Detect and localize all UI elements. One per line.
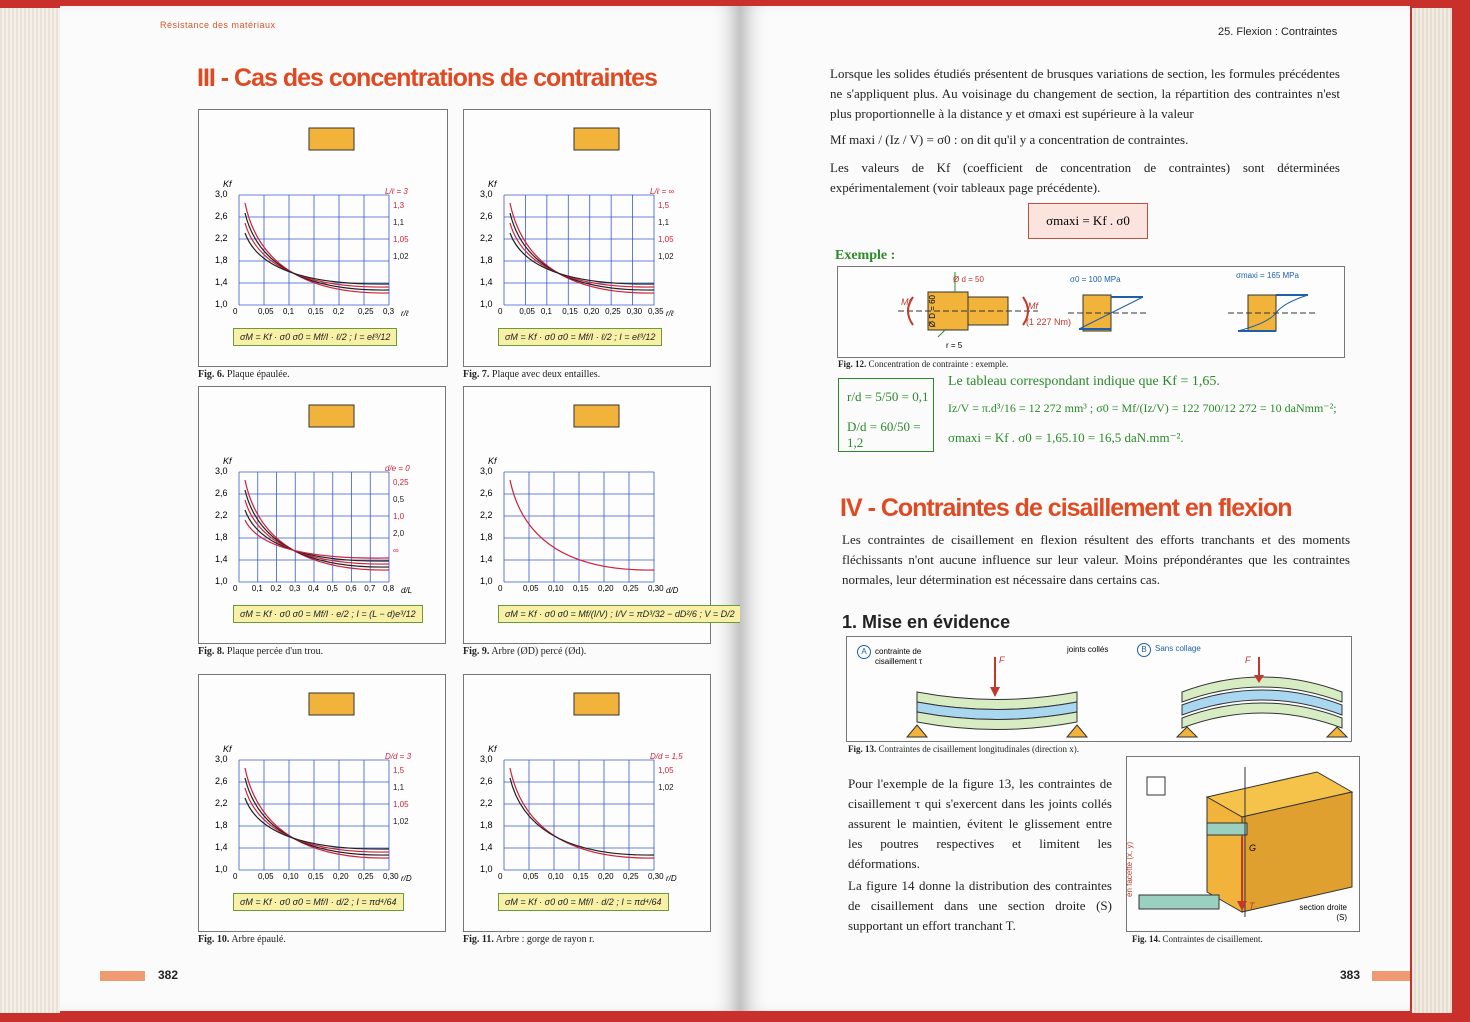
fig7-x-tick: 0,30 <box>626 307 643 316</box>
fig8-param: d/e = 0 <box>385 464 410 473</box>
page-number-right: 383 <box>1340 968 1361 982</box>
fig13-caption-text: Contraintes de cisaillement longitudinales (direction x). <box>878 744 1079 754</box>
fig11-y-tick: 2,2 <box>480 798 493 808</box>
fig11-y-tick: 1,0 <box>480 864 493 874</box>
fig12-caption-text: Concentration de contrainte : exemple. <box>868 359 1009 369</box>
fig14-box <box>1126 756 1360 932</box>
fig6-y-tick: 1,0 <box>215 299 228 309</box>
fig9-x-tick: 0,15 <box>573 584 589 593</box>
fig7-curve-label: 1,1 <box>658 218 670 227</box>
section-title-iii: III - Cas des concentrations de contraintes <box>197 64 657 92</box>
fig10-y-tick: 2,2 <box>215 798 228 808</box>
fig7-y-tick: 1,8 <box>480 255 493 265</box>
fig8-caption-num: Fig. 8. <box>198 646 225 657</box>
fig8-curve-label: 0,25 <box>393 478 409 487</box>
fig11-x-tick: 0,05 <box>523 872 539 881</box>
fig11-y-tick: 2,6 <box>480 776 493 786</box>
fig8-y-label: Kf <box>223 456 232 466</box>
fig8-y-tick: 1,0 <box>215 576 228 586</box>
fig6-y-tick: 2,2 <box>215 233 228 243</box>
fig9-caption <box>463 646 586 657</box>
fig11-y-tick: 3,0 <box>480 754 493 764</box>
fig7-y-label: Kf <box>488 179 497 189</box>
fig6-curve <box>245 223 389 287</box>
fig7-x-label: r/ℓ <box>666 309 674 318</box>
fig11-x-tick: 0,10 <box>548 872 564 881</box>
fig6-part <box>309 128 354 150</box>
fig11-y-tick: 1,8 <box>480 820 493 830</box>
fig8-y-tick: 1,8 <box>215 532 228 542</box>
fig8-part <box>309 405 354 427</box>
fig6-formula: σM = Kf · σ0 σ0 = Mf/I · ℓ/2 ; I = eℓ³/12 <box>233 328 397 346</box>
fig14-facette: en facette (x, y) <box>1125 841 1134 897</box>
fig8-y-tick: 2,6 <box>215 488 228 498</box>
fig10-curve <box>245 788 389 852</box>
fig10-curve-label: 1,05 <box>393 800 409 809</box>
fig6-curve <box>245 233 389 284</box>
fig7-x-tick: 0 <box>498 307 503 316</box>
boxed-formula: σmaxi = Kf . σ0 <box>1028 203 1148 239</box>
fig10-x-tick: 0 <box>233 872 238 881</box>
fig12-caption <box>838 359 1008 369</box>
fig8-curve-label: 1,0 <box>393 512 405 521</box>
fig8-x-tick: 0,8 <box>383 584 395 593</box>
fig12-mf-left: Mf <box>901 297 911 307</box>
fig7-box <box>463 109 711 367</box>
fig9-part <box>574 405 619 427</box>
fig6-x-tick: 0,2 <box>333 307 345 316</box>
fig7-y-tick: 2,2 <box>480 233 493 243</box>
example-line-2: Iz/V = π.d³/16 = 12 272 mm³ ; σ0 = Mf/(Iz/V) = 122 700/12 272 = 10 daNmm⁻²; <box>948 401 1337 415</box>
ratio-r-d: r/d = 5/50 = 0,1 <box>847 389 929 404</box>
fig7-x-tick: 0,25 <box>605 307 621 316</box>
fig11-x-tick: 0,30 <box>648 872 664 881</box>
fig6-curve-label: 1,05 <box>393 235 409 244</box>
page-edges-left <box>0 8 60 1013</box>
fig8-caption <box>198 646 323 657</box>
running-head-left: Résistance des matériaux <box>160 20 276 30</box>
fig9-x-tick: 0 <box>498 584 503 593</box>
fig10-part <box>309 693 354 715</box>
fig10-x-tick: 0,20 <box>333 872 349 881</box>
fig6-x-tick: 0,1 <box>283 307 295 316</box>
fig8-x-tick: 0,6 <box>345 584 357 593</box>
fig8-curve <box>245 510 389 561</box>
fig10-caption-text: Arbre épaulé. <box>229 934 286 945</box>
fig13-force-a: F <box>999 655 1005 665</box>
fig12-r-label: r = 5 <box>946 341 963 350</box>
right-page <box>740 6 1410 1011</box>
fig11-part <box>574 693 619 715</box>
fig11-curve-label: 1,05 <box>658 766 674 775</box>
fig11-x-tick: 0 <box>498 872 503 881</box>
fig9-y-tick: 2,2 <box>480 510 493 520</box>
intro-formula: Mf maxi / (Iz / V) = σ0 : on dit qu'il y a concentration de contraintes. <box>830 132 1189 147</box>
page-bar-right <box>1372 971 1410 981</box>
fig7-part <box>574 128 619 150</box>
fig7-x-tick: 0,1 <box>540 307 552 316</box>
fig12-mf-right: Mf <box>1028 301 1038 311</box>
fig7-param: L/ℓ = ∞ <box>650 187 675 196</box>
fig11-y-tick: 1,4 <box>480 842 493 852</box>
fig10-curve-label: 1,02 <box>393 817 409 826</box>
fig8-formula: σM = Kf · σ0 σ0 = Mf/I · e/2 ; I = (L − d)e³/12 <box>233 605 423 623</box>
fig11-param: D/d = 1,5 <box>650 752 683 761</box>
section-iv-paragraph: Les contraintes de cisaillement en flexion résultent des efforts tranchants et des moments fléchissants n'ont aucune influence sur leur valeur. Moins prépondérantes que les contraintes normales, leur détermination est nécessaire dans certains cas. <box>842 532 1350 587</box>
fig13-b-letter: B <box>1137 643 1151 657</box>
fig8-x-tick: 0,2 <box>270 584 282 593</box>
ratio-D-d: D/d = 60/50 = 1,2 <box>847 419 921 450</box>
fig10-caption-num: Fig. 10. <box>198 934 230 945</box>
example-line-3: σmaxi = Kf . σ0 = 1,65.10 = 16,5 daN.mm⁻². <box>948 430 1184 445</box>
fig8-curve <box>245 520 389 558</box>
fig8-y-tick: 1,4 <box>215 554 228 564</box>
fig6-y-label: Kf <box>223 179 232 189</box>
fig12-box <box>837 266 1345 358</box>
page-edges-right <box>1412 8 1452 1013</box>
fig8-x-tick: 0,3 <box>289 584 301 593</box>
fig11-curve <box>510 768 654 858</box>
fig11-caption <box>463 934 594 945</box>
fig13-box <box>846 636 1352 742</box>
fig10-x-tick: 0,10 <box>283 872 299 881</box>
fig13-joints: joints collés <box>1067 645 1109 654</box>
fig6-y-tick: 2,6 <box>215 211 228 221</box>
fig13-paragraph: Pour l'exemple de la figure 13, les contraintes de cisaillement τ qui s'exercent dans les joints collés assurent le maintien, évitent le glissement entre les poutres respectives et limitent les déformations. <box>848 776 1112 871</box>
section-title-iv: IV - Contraintes de cisaillement en flexion <box>840 494 1292 522</box>
example-line-1: Le tableau correspondant indique que Kf = 1,65. <box>948 374 1220 389</box>
fig7-curve-label: 1,5 <box>658 201 670 210</box>
fig9-x-tick: 0,30 <box>648 584 664 593</box>
fig10-y-tick: 1,0 <box>215 864 228 874</box>
fig11-curve-label: 1,02 <box>658 783 674 792</box>
fig10-curve-label: 1,1 <box>393 783 405 792</box>
intro-paragraph: Lorsque les solides étudiés présentent de brusques variations de section, les formules précédentes ne s'appliquent plus. Au voisinage du changement de section, la répartition des contraintes n'est plus proportionnelle à la distance y et σmaxi est supérieure à la valeur <box>830 66 1340 121</box>
fig13-a-label: contrainte de cisaillement τ <box>875 647 923 666</box>
fig7-y-tick: 1,4 <box>480 277 493 287</box>
fig11-x-tick: 0,20 <box>598 872 614 881</box>
fig9-y-label: Kf <box>488 456 497 466</box>
fig14-caption-num: Fig. 14. <box>1132 934 1161 944</box>
fig11-caption-text: Arbre : gorge de rayon r. <box>493 934 595 945</box>
fig6-caption <box>198 369 290 380</box>
fig14-section: section droite (S) <box>1299 903 1347 922</box>
fig11-x-tick: 0,15 <box>573 872 589 881</box>
fig10-x-tick: 0,30 <box>383 872 399 881</box>
fig10-curve <box>245 798 389 849</box>
fig12-moment: (1 227 Nm) <box>1026 317 1072 327</box>
fig10-x-tick: 0,05 <box>258 872 274 881</box>
fig11-y-label: Kf <box>488 744 497 754</box>
fig6-param: L/ℓ = 3 <box>385 187 408 196</box>
fig6-x-tick: 0,3 <box>383 307 395 316</box>
fig7-x-tick: 0,20 <box>583 307 600 316</box>
fig6-x-tick: 0 <box>233 307 238 316</box>
fig13-b-label: Sans collage <box>1155 644 1201 653</box>
fig7-x-tick: 0,05 <box>519 307 535 316</box>
fig11-formula: σM = Kf · σ0 σ0 = Mf/I · d/2 ; I = πd⁴/64 <box>498 893 669 911</box>
fig9-y-tick: 3,0 <box>480 466 493 476</box>
fig9-x-tick: 0,05 <box>523 584 539 593</box>
fig13-caption-num: Fig. 13. <box>848 744 877 754</box>
fig7-x-tick: 0,35 <box>648 307 664 316</box>
fig8-x-tick: 0,1 <box>251 584 263 593</box>
fig6-box <box>198 109 448 367</box>
fig7-y-tick: 3,0 <box>480 189 493 199</box>
example-ratio-box <box>838 378 934 452</box>
fig9-y-tick: 2,6 <box>480 488 493 498</box>
fig13-caption <box>848 744 1079 754</box>
fig9-box <box>463 386 735 644</box>
fig8-curve-label: 2,0 <box>393 529 405 538</box>
fig10-param: D/d = 3 <box>385 752 412 761</box>
page-number-left: 382 <box>158 968 179 982</box>
fig6-y-tick: 1,8 <box>215 255 228 265</box>
fig6-curve-label: 1,02 <box>393 252 409 261</box>
fig12-sigmamax: σmaxi = 165 MPa <box>1236 271 1299 280</box>
fig10-x-label: r/D <box>401 874 412 883</box>
fig14-paragraph: La figure 14 donne la distribution des contraintes de cisaillement dans une section droite (S) supportant un effort tranchant T. <box>848 878 1112 933</box>
fig7-y-tick: 2,6 <box>480 211 493 221</box>
fig14-caption-text: Contraintes de cisaillement. <box>1162 934 1263 944</box>
fig6-curve-label: 1,3 <box>393 201 405 210</box>
fig9-y-tick: 1,8 <box>480 532 493 542</box>
fig6-curve-label: 1,1 <box>393 218 405 227</box>
fig13-a-letter: A <box>857 645 871 659</box>
kf-paragraph: Les valeurs de Kf (coefficient de concentration de contraintes) sont déterminées expérimentalement (voir tableaux page précédente). <box>830 160 1340 195</box>
page-bar-left <box>100 971 145 981</box>
fig10-formula: σM = Kf · σ0 σ0 = Mf/I · d/2 ; I = πd⁴/64 <box>233 893 404 911</box>
fig12-d-label: Ø d = 50 <box>953 275 984 284</box>
fig10-x-tick: 0,25 <box>358 872 374 881</box>
fig14-t: T <box>1249 901 1255 911</box>
fig7-curve-label: 1,05 <box>658 235 674 244</box>
fig6-x-label: r/ℓ <box>401 309 409 318</box>
fig8-y-tick: 2,2 <box>215 510 228 520</box>
fig7-y-tick: 1,0 <box>480 299 493 309</box>
fig6-caption-text: Plaque épaulée. <box>224 369 290 380</box>
fig10-x-tick: 0,15 <box>308 872 324 881</box>
fig14-g: G <box>1249 843 1257 853</box>
fig8-y-tick: 3,0 <box>215 466 228 476</box>
fig14-caption <box>1132 934 1263 944</box>
fig8-x-tick: 0 <box>233 584 238 593</box>
fig7-x-tick: 0,15 <box>562 307 578 316</box>
fig10-caption <box>198 934 286 945</box>
fig7-caption-text: Plaque avec deux entailles. <box>489 369 601 380</box>
fig10-y-label: Kf <box>223 744 232 754</box>
fig7-caption <box>463 369 600 380</box>
fig10-curve-label: 1,5 <box>393 766 405 775</box>
fig7-caption-num: Fig. 7. <box>463 369 490 380</box>
fig12-caption-num: Fig. 12. <box>838 359 867 369</box>
fig8-caption-text: Plaque percée d'un trou. <box>224 646 324 657</box>
fig8-x-tick: 0,5 <box>326 584 338 593</box>
fig13-force-b: F <box>1245 655 1251 665</box>
fig9-caption-num: Fig. 9. <box>463 646 490 657</box>
fig10-y-tick: 1,8 <box>215 820 228 830</box>
fig8-x-tick: 0,7 <box>364 584 376 593</box>
fig9-x-tick: 0,20 <box>598 584 614 593</box>
fig11-caption-num: Fig. 11. <box>463 934 494 945</box>
fig10-y-tick: 3,0 <box>215 754 228 764</box>
fig8-box <box>198 386 446 644</box>
fig10-box <box>198 674 446 932</box>
example-heading: Exemple : <box>835 248 896 263</box>
fig8-x-tick: 0,4 <box>308 584 320 593</box>
fig9-x-tick: 0,10 <box>548 584 564 593</box>
fig6-y-tick: 1,4 <box>215 277 228 287</box>
subsection-title: 1. Mise en évidence <box>842 612 1011 632</box>
fig6-caption-num: Fig. 6. <box>198 369 225 380</box>
fig8-x-label: d/L <box>401 586 413 595</box>
fig9-curve <box>510 480 654 570</box>
fig12-sigma0: σ0 = 100 MPa <box>1070 275 1121 284</box>
left-page <box>60 6 740 1011</box>
fig11-box <box>463 674 711 932</box>
fig6-x-tick: 0,25 <box>358 307 374 316</box>
fig10-y-tick: 1,4 <box>215 842 228 852</box>
fig9-formula: σM = Kf · σ0 σ0 = Mf/(I/V) ; I/V = πD³/32 − dD²/6 ; V = D/2 <box>498 605 742 623</box>
fig9-y-tick: 1,4 <box>480 554 493 564</box>
fig6-x-tick: 0,05 <box>258 307 274 316</box>
fig7-formula: σM = Kf · σ0 σ0 = Mf/I · ℓ/2 ; I = eℓ³/12 <box>498 328 662 346</box>
fig11-x-tick: 0,25 <box>623 872 639 881</box>
fig6-x-tick: 0,15 <box>308 307 324 316</box>
fig6-y-tick: 3,0 <box>215 189 228 199</box>
fig9-x-tick: 0,25 <box>623 584 639 593</box>
fig11-x-label: r/D <box>666 874 677 883</box>
fig8-curve-label: 0,5 <box>393 495 405 504</box>
fig12-D-label: Ø D = 60 <box>928 295 937 328</box>
fig9-y-tick: 1,0 <box>480 576 493 586</box>
fig9-caption-text: Arbre (ØD) percé (Ød). <box>489 646 587 657</box>
running-head-right: 25. Flexion : Contraintes <box>1218 26 1338 38</box>
fig8-curve-label: ∞ <box>393 546 399 555</box>
fig7-curve-label: 1,02 <box>658 252 674 261</box>
fig10-y-tick: 2,6 <box>215 776 228 786</box>
fig9-x-label: d/D <box>666 586 679 595</box>
